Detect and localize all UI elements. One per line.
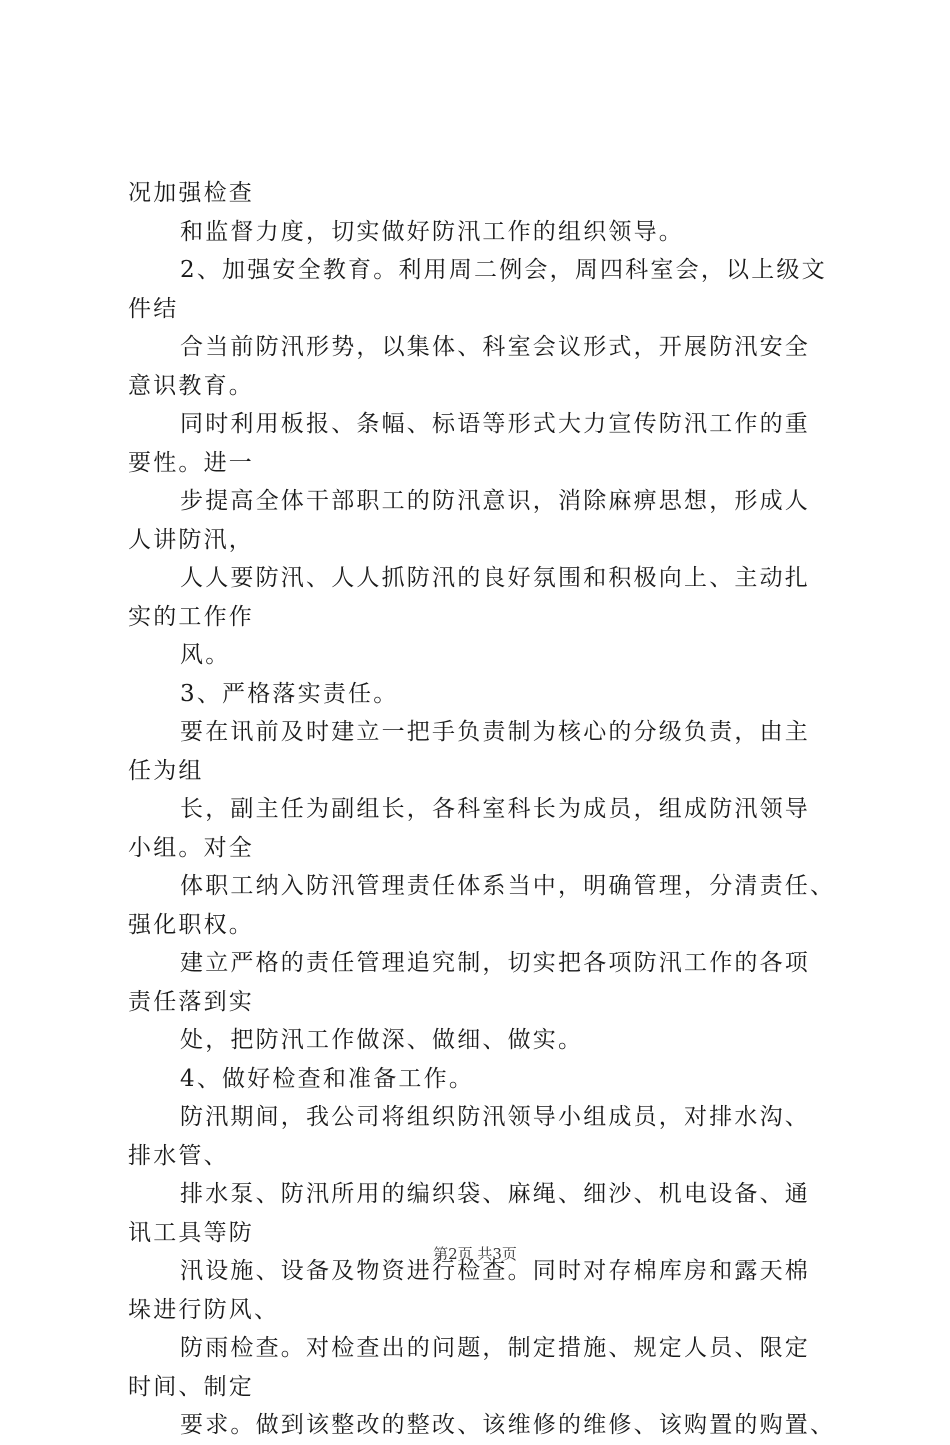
page-footer xyxy=(0,1244,950,1264)
page-number: 第2页 共3页 xyxy=(433,1245,517,1263)
text-line: 处，把防汛工作做深、做细、做实。 xyxy=(180,1027,584,1053)
text-line: 4、做好检查和准备工作。 xyxy=(180,1065,475,1092)
text-line: 防汛期间，我公司将组织防汛领导小组成员，对排水沟、 xyxy=(180,1104,810,1130)
text-line: 小组。对全 xyxy=(128,834,254,861)
text-line: 长，副主任为副组长，各科室科长为成员，组成防汛领导 xyxy=(180,796,810,822)
text-line: 要在讯前及时建立一把手负责制为核心的分级负责，由主 xyxy=(180,719,810,745)
text-line: 垛进行防风、 xyxy=(128,1296,280,1323)
text-line: 讯工具等防 xyxy=(128,1219,254,1246)
text-line: 责任落到实 xyxy=(128,988,254,1015)
text-line: 步提高全体干部职工的防汛意识，消除麻痹思想，形成人 xyxy=(180,488,810,514)
text-line: 2、加强安全教育。利用周二例会，周四科室会，以上级文 xyxy=(180,257,827,283)
text-line: 风。 xyxy=(180,642,231,668)
text-line: 件结 xyxy=(128,295,179,322)
text-line: 人人要防汛、人人抓防汛的良好氛围和积极向上、主动扎 xyxy=(180,565,810,591)
text-line: 要求。做到该整改的整改、该维修的维修、该购置的购置、 xyxy=(180,1412,836,1438)
text-line: 和监督力度，切实做好防汛工作的组织领导。 xyxy=(180,218,684,245)
text-line: 时间、制定 xyxy=(128,1373,254,1400)
text-line: 况加强检查 xyxy=(128,180,254,206)
text-line: 合当前防汛形势，以集体、科室会议形式，开展防汛安全 xyxy=(180,334,810,360)
text-line: 同时利用板报、条幅、标语等形式大力宣传防汛工作的重 xyxy=(180,411,810,437)
text-line: 要性。进一 xyxy=(128,449,254,476)
text-line: 3、严格落实责任。 xyxy=(180,680,399,707)
text-line: 任为组 xyxy=(128,757,204,784)
text-line: 强化职权。 xyxy=(128,911,254,938)
text-line: 汛设施、设备及物资进行检查。同时对存棉库房和露天棉 xyxy=(180,1258,810,1284)
text-line: 意识教育。 xyxy=(128,372,254,399)
text-line: 人讲防汛， xyxy=(128,526,254,553)
text-line: 体职工纳入防汛管理责任体系当中，明确管理，分清责任、 xyxy=(180,873,836,899)
text-line: 防雨检查。对检查出的问题，制定措施、规定人员、限定 xyxy=(180,1335,810,1361)
text-line: 实的工作作 xyxy=(128,603,254,630)
text-line: 排水管、 xyxy=(128,1142,229,1169)
text-line: 排水泵、防汛所用的编织袋、麻绳、细沙、机电设备、通 xyxy=(180,1181,810,1207)
text-line: 建立严格的责任管理追究制，切实把各项防汛工作的各项 xyxy=(180,950,810,976)
